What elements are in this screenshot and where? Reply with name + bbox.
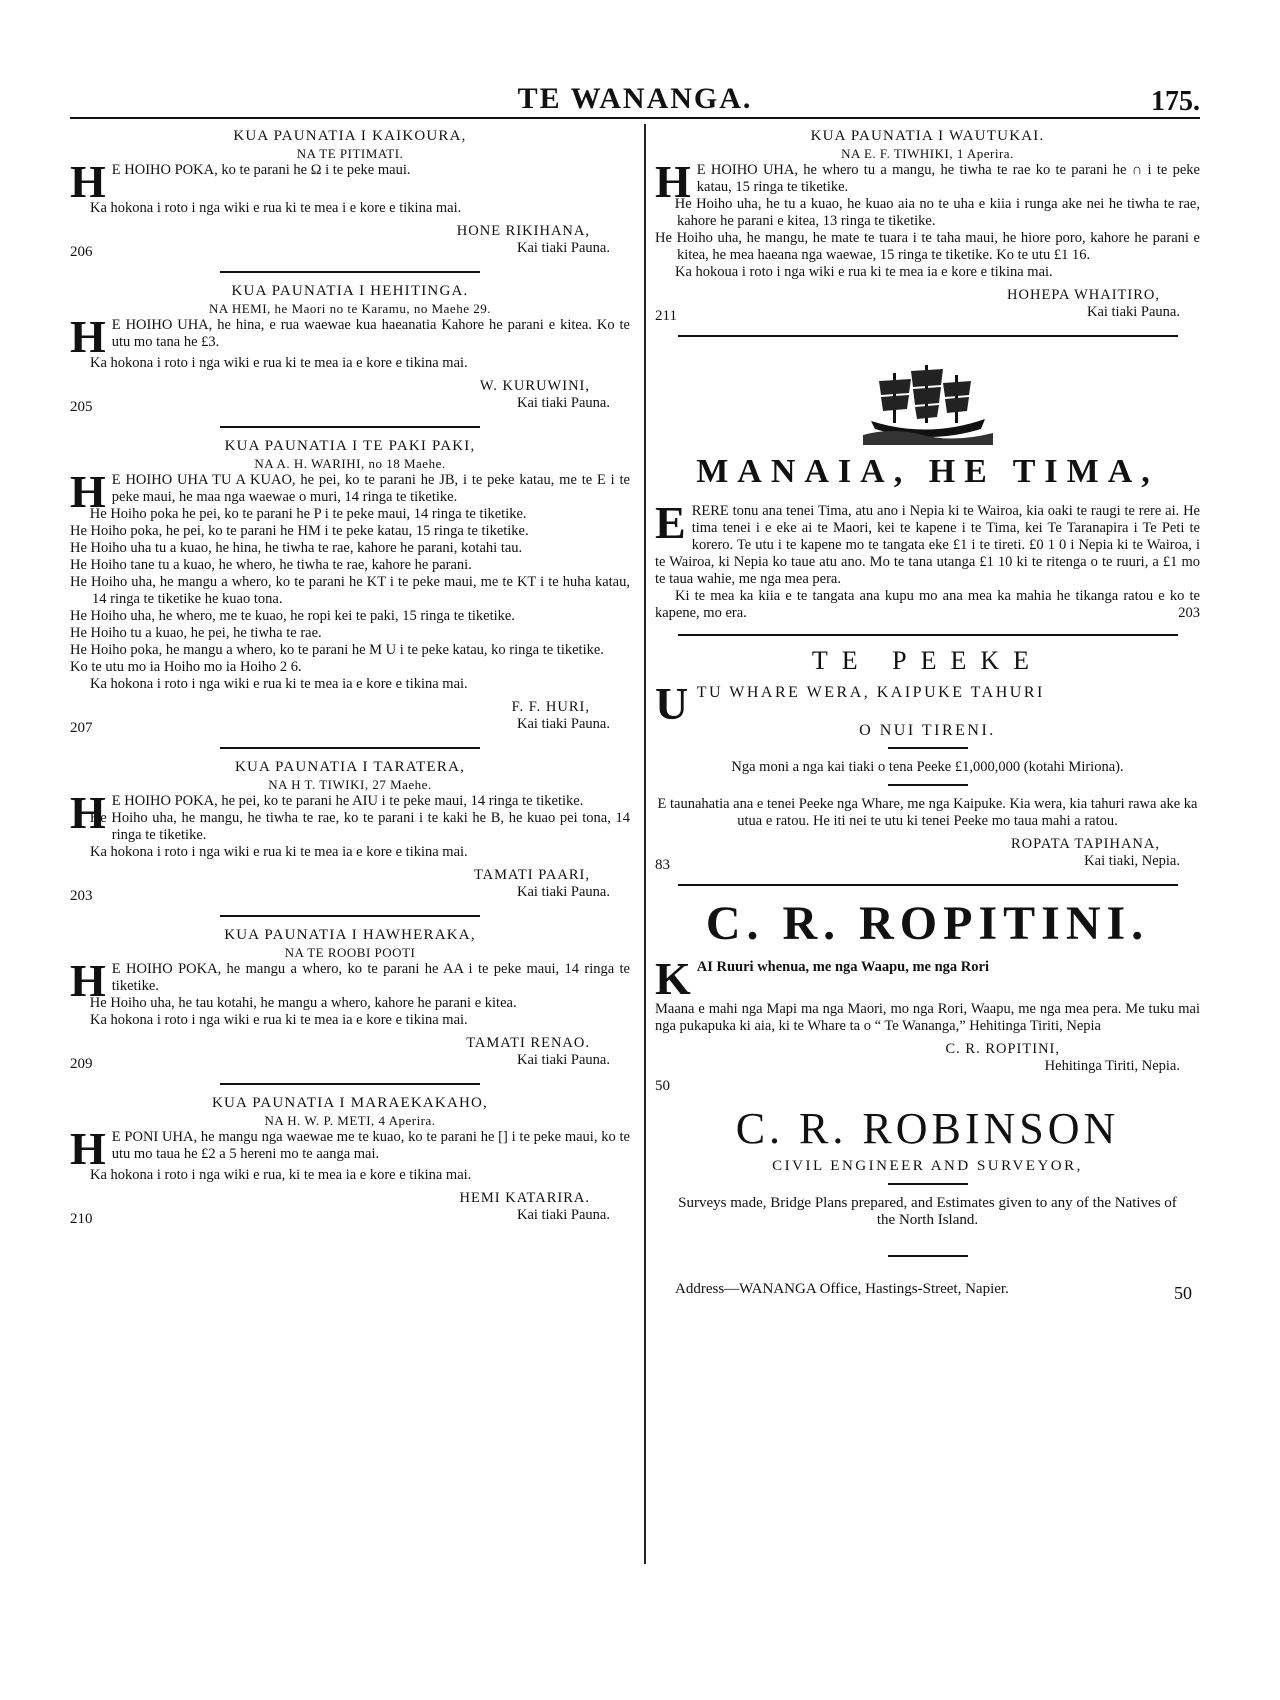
notice-item: He Hoiho uha tu a kuao, he hina, he tiwha te rae, kahore he parani, kotahi tau.: [70, 540, 523, 556]
section-rule: [678, 634, 1178, 636]
peeke-line2: O NUI TIRENI.: [859, 722, 996, 739]
notice-sub: NA HEMI, he Maori no te Karamu, no Maehe 29.: [209, 301, 491, 316]
notice-lead: [70, 1123, 630, 1174]
notice-signature: [70, 378, 630, 418]
signature-role: Kai tiaki Pauna.: [516, 1207, 610, 1223]
right-column: [655, 128, 1200, 1315]
left-column: [70, 128, 630, 1236]
signature-role: Kai tiaki Pauna.: [516, 395, 610, 411]
notice-item: He Hoiho tu a kuao, he pei, he tiwha te rae.: [70, 625, 322, 641]
notice-heading: KUA PAUNATIA I TARATERA,: [234, 759, 466, 775]
section-rule: [678, 335, 1178, 337]
notice-close: Ka hokona i roto i nga wiki e rua ki te mea ia e kore e tikina mai.: [90, 844, 468, 860]
notice-5: [70, 927, 630, 1075]
manaia-close: Ki te mea ka kiia e te tangata ana kupu mo ana mea ka mahia he tikanga ratou e ko te kapene, mo era. 203: [655, 588, 1200, 621]
robinson-footer: [655, 1281, 1200, 1315]
notice-signature: [70, 867, 630, 907]
section-rule: [678, 884, 1178, 886]
header-rule: [70, 117, 1200, 119]
notice-sub: NA H. W. P. METI, 4 Aperira.: [264, 1113, 436, 1128]
notice-4: [70, 759, 630, 907]
notice-sub: NA TE ROOBI POOTI: [284, 945, 416, 960]
notice-signature: [655, 287, 1200, 327]
drop-cap: H: [655, 156, 691, 207]
notice-number: 50: [655, 1078, 670, 1094]
ropitini-body: Maana e mahi nga Mapi ma nga Maori, mo nga Rori, Waapu, me nga mea pera. Me tuku mai nga pukapuka ki aia, ki te Whare ta o “ Te Wananga,” Hehitinga Tiriti, Nepia: [655, 1001, 1200, 1034]
section-rule: [220, 1083, 480, 1085]
peeke-capital: Nga moni a nga kai tiaki o tena Peeke £1,000,000 (kotahi Miriona).: [731, 759, 1124, 775]
manaia-body: RERE tonu ana tenei Tima, atu ano i Nepia ki te Wairoa, kia oaki te raugi te rere ai. He tima tenei i e eke ai te Maori, kei te kapene i te Tima, kei Te Taranapira i Te Peti te korero. Te utu i te kapene mo te tangata eke £1 i te tireti. £0 1 0 i Nepia ki te Wairoa, i te Wairoa, ki Nepia ko taue atu ano. Mo te tana utanga £1 10 ki te ritenga o te ruuri, a £1 mo te taua wahie, me nga mea pera.: [655, 503, 1200, 587]
signature-name: HONE RIKIHANA,: [456, 223, 590, 239]
ship-illustration: [655, 357, 1200, 447]
notice-sub: NA A. H. WARIHI, no 18 Maehe.: [254, 456, 446, 471]
notice-number: 210: [70, 1211, 93, 1227]
notice-item: He Hoiho poka he pei, ko te parani he P i te peke maui, 14 ringa te tiketike.: [89, 506, 527, 522]
section-rule: [220, 426, 480, 428]
notice-heading: KUA PAUNATIA I KAIKOURA,: [233, 128, 467, 144]
page-number: 175.: [1151, 86, 1200, 117]
drop-cap: H: [70, 955, 106, 1006]
notice-lead-text: E HOIHO UHA, he hina, e rua waewae kua haeanatia Kahore he parani e kitea. Ko te utu mo tana he £3.: [111, 317, 630, 350]
peeke-line1: TU WHARE WERA, KAIPUKE TAHURI: [696, 684, 1045, 701]
signature-role: Kai tiaki Pauna.: [516, 884, 610, 900]
steamship-icon: [863, 359, 993, 445]
page-header: [70, 82, 1200, 116]
section-rule: [220, 747, 480, 749]
notice-lead-text: E HOIHO POKA, he pei, ko te parani he AIU i te peke maui, 14 ringa te tiketike.: [111, 793, 584, 809]
signature-name: ROPATA TAPIHANA,: [1010, 836, 1160, 852]
notice-number: 206: [70, 244, 93, 260]
peeke-title: TE PEEKE: [811, 646, 1044, 675]
signature-role: Hehitinga Tiriti, Nepia.: [1044, 1058, 1180, 1074]
manaia-title: MANAIA, HE TIMA,: [696, 453, 1159, 490]
drop-cap: K: [655, 953, 691, 1004]
short-rule: [888, 784, 968, 786]
signature-name: W. KURUWINI,: [479, 378, 590, 394]
notice-signature: [70, 1035, 630, 1075]
signature-role: Kai tiaki Pauna.: [516, 716, 610, 732]
notice-lead: [70, 156, 630, 207]
notice-item: He Hoiho uha, he mangu, he tiwha te rae, ko te parani i te kaki he B, he kuao pei tona, 14 ringa te tiketike.: [89, 810, 630, 843]
signature-role: Kai tiaki Pauna.: [516, 240, 610, 256]
robinson-title: C. R. ROBINSON: [735, 1104, 1120, 1153]
notice-number: 203: [1178, 605, 1200, 621]
ropitini-notice: [655, 953, 1200, 1097]
drop-cap: H: [70, 311, 106, 362]
signature-role: Kai tiaki, Nepia.: [1084, 853, 1180, 869]
peeke-signature: [655, 836, 1200, 876]
robinson-sub: CIVIL ENGINEER AND SURVEYOR,: [772, 1158, 1083, 1174]
notice-lead: H E HOIHO UHA, he whero tu a mangu, he tiwha te rae ko te parani he ∩ i te peke katau, 15 ringa te tiketike.: [655, 156, 1200, 207]
drop-cap: H: [70, 787, 106, 838]
notice-heading: KUA PAUNATIA I HAWHERAKA,: [224, 927, 476, 943]
signature-name: F. F. HURI,: [511, 699, 590, 715]
manaia-notice: [655, 497, 1200, 622]
notice-6: [70, 1095, 630, 1230]
notice-signature: [70, 223, 630, 263]
signature-name: C. R. ROPITINI,: [945, 1041, 1060, 1057]
notice-3: [70, 438, 630, 739]
section-rule: [220, 271, 480, 273]
notice-1: [70, 128, 630, 263]
signature-name: TAMATI RENAO.: [466, 1035, 590, 1051]
notice-item: He Hoiho uha, he mangu a whero, ko te parani he KT i te peke maui, me te KT i te huha katau, 14 ringa te tiketike he kuao tona.: [70, 574, 630, 607]
short-rule: [888, 1255, 968, 1257]
robinson-body: Surveys made, Bridge Plans prepared, and Estimates given to any of the Natives of the North Island.: [678, 1195, 1177, 1228]
ropitini-title: C. R. ROPITINI.: [705, 897, 1150, 950]
signature-role: Kai tiaki Pauna.: [1086, 304, 1180, 320]
short-rule: [888, 1183, 968, 1185]
notice-close: Ka hokona i roto i nga wiki e rua ki te mea ia e kore e tikina mai.: [90, 676, 468, 692]
notice-sub: NA TE PITIMATI.: [296, 146, 404, 161]
robinson-address: Address—WANANGA Office, Hastings-Street, Napier.: [675, 1281, 1009, 1297]
notice-signature: [70, 699, 630, 739]
notice-close: Ka hokona i roto i nga wiki e rua ki te mea i e kore e tikina mai.: [90, 200, 462, 216]
notice-sub: NA E. F. TIWHIKI, 1 Aperira.: [841, 146, 1014, 161]
drop-cap: E: [655, 497, 686, 548]
notice-number: 83: [655, 857, 670, 873]
notice-item: He Hoiho poka, he mangu a whero, ko te parani he M U i te peke katau, ko ringa te tiketike.: [70, 642, 604, 658]
notice-close: Ka hokona i roto i nga wiki e rua ki te mea ia e kore e tikina mai.: [90, 1012, 468, 1028]
notice-number: 209: [70, 1056, 93, 1072]
section-rule: [220, 915, 480, 917]
peeke-notice: [655, 678, 1200, 876]
notice-lead: [70, 311, 630, 362]
peeke-body: E taunahatia ana e tenei Peeke nga Whare, me nga Kaipuke. Kia wera, kia tahuri rawa ake ka utua e ratou. He iti nei te utu ki tenei Peeke mo taua mahi a ratou.: [657, 796, 1198, 829]
column-divider: [644, 124, 646, 1564]
notice-heading: KUA PAUNATIA I HEHITINGA.: [231, 283, 469, 299]
signature-name: HEMI KATARIRA.: [459, 1190, 590, 1206]
notice-sub: NA H T. TIWIKI, 27 Maehe.: [268, 777, 432, 792]
signature-name: TAMATI PAARI,: [473, 867, 590, 883]
notice-2: [70, 283, 630, 418]
drop-cap: H: [70, 156, 106, 207]
notice-heading: KUA PAUNATIA I TE PAKI PAKI,: [224, 438, 476, 454]
notice-heading: KUA PAUNATIA I MARAEKAKAHO,: [211, 1095, 489, 1111]
notice-lead-text: E HOIHO POKA, he mangu a whero, ko te parani he AA i te peke maui, 14 ringa te tiketike.: [111, 961, 630, 994]
drop-cap: H: [70, 1123, 106, 1174]
drop-cap: U: [655, 678, 691, 729]
notice-close: Ka hokoua i roto i nga wiki e rua ki te mea ia e kore e tikina mai.: [675, 264, 1053, 280]
notice-number: 50: [1174, 1283, 1192, 1303]
notice-lead-text: E PONI UHA, he mangu nga waewae me te kuao, ko te parani he [] i te peke maui, ko te utu mo taua he £2 a 5 hereni mo te aanga mai.: [111, 1129, 630, 1162]
notice-item: He Hoiho poka, he pei, ko te parani he HM i te peke katau, 15 ringa te tiketike.: [70, 523, 529, 539]
notice-item: He Hoiho uha, he whero, me te kuao, he ropi kei te paki, 15 ringa te tiketike.: [70, 608, 515, 624]
notice-lead-text: E HOIHO POKA, ko te parani he Ω i te peke maui.: [111, 162, 411, 178]
notice-wautukai: [655, 128, 1200, 327]
newspaper-title: TE WANANGA.: [517, 82, 753, 115]
notice-number: 211: [655, 308, 677, 324]
signature-name: HOHEPA WHAITIRO,: [1007, 287, 1160, 303]
notice-item: He Hoiho uha, he mangu, he mate te tuara i te taha maui, he hiore poro, kahore he parani e kitea, he mea haeana nga waewae, 15 ringa te tiketike. Ko te utu £1 16.: [655, 230, 1200, 263]
notice-item: He Hoiho uha, he tu a kuao, he kuao aia no te uha e kiia i runga ake nei he tiwha te rae, kahore he parani e kitea, 13 ringa te tiketike.: [674, 196, 1200, 229]
notice-item: He Hoiho uha, he tau kotahi, he mangu a whero, kahore he parani e kitea.: [89, 995, 517, 1011]
drop-cap: H: [70, 466, 106, 517]
notice-heading: KUA PAUNATIA I WAUTUKAI.: [810, 128, 1045, 144]
notice-close: Ka hokona i roto i nga wiki e rua, ki te mea ia e kore e tikina mai.: [90, 1167, 472, 1183]
ropitini-signature: [655, 1041, 1200, 1097]
notice-number: 207: [70, 720, 93, 736]
signature-role: Kai tiaki Pauna.: [516, 1052, 610, 1068]
notice-lead-text: E HOIHO UHA TU A KUAO, he pei, ko te parani he JB, i te peke katau, me te E i te peke maui, he maa nga waewae o muri, 14 ringa te tiketike.: [111, 472, 630, 505]
notice-number: 203: [70, 888, 93, 904]
short-rule: [888, 747, 968, 749]
notice-item: Ko te utu mo ia Hoiho mo ia Hoiho 2 6.: [70, 659, 302, 675]
notice-number: 205: [70, 399, 93, 415]
notice-close: Ka hokona i roto i nga wiki e rua ki te mea ia e kore e tikina mai.: [90, 355, 468, 371]
notice-item: He Hoiho tane tu a kuao, he whero, he tiwha te rae, kahore he parani.: [70, 557, 472, 573]
ropitini-lead: AI Ruuri whenua, me nga Waapu, me nga Rori: [696, 959, 989, 975]
notice-signature: [70, 1190, 630, 1230]
